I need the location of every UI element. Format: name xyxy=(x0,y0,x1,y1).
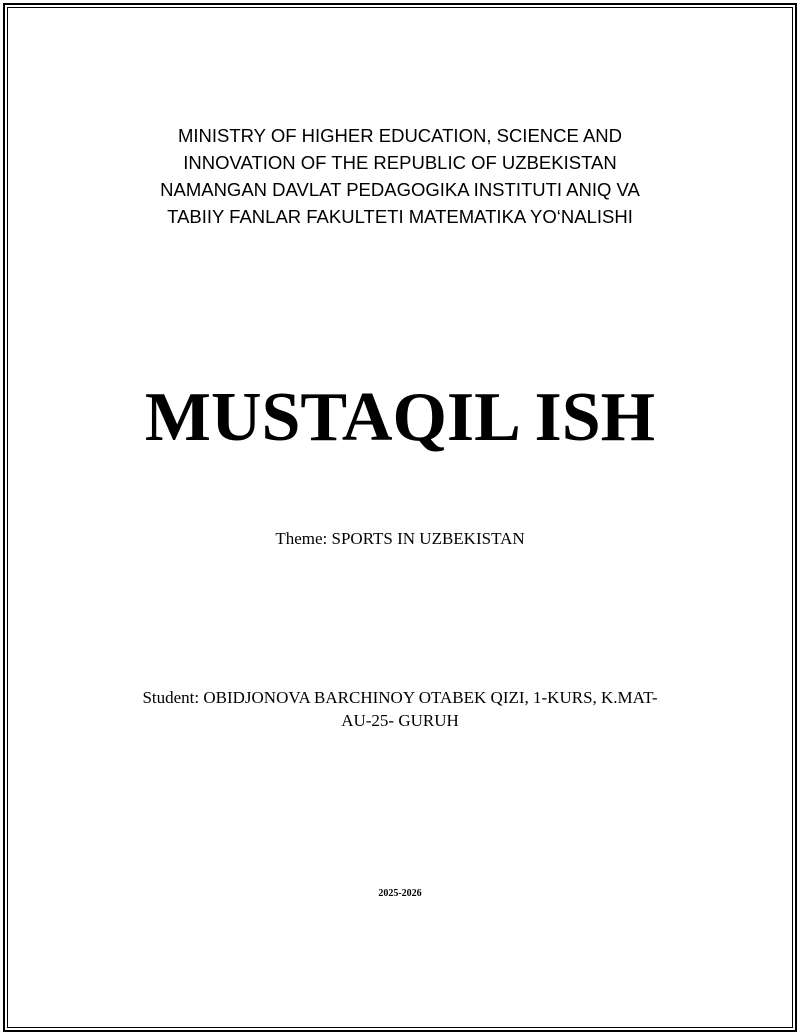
document-title: MUSTAQIL ISH xyxy=(144,379,656,456)
header-line-1: MINISTRY OF HIGHER EDUCATION, SCIENCE AND xyxy=(177,125,623,146)
student-info xyxy=(0,686,800,732)
header-line-2: INNOVATION OF THE REPUBLIC OF UZBEKISTAN xyxy=(183,152,617,173)
academic-year: 2025-2026 xyxy=(378,888,422,899)
header-line-3: NAMANGAN DAVLAT PEDAGOGIKA INSTITUTI ANIQ VA xyxy=(160,179,640,200)
institution-header xyxy=(0,122,800,230)
header-line-4: TABIIY FANLAR FAKULTETI MATEMATIKA YO‘NALISHI xyxy=(167,206,633,227)
student-line-2: AU-25- GURUH xyxy=(341,711,459,730)
student-line-1: Student: OBIDJONOVA BARCHINOY OTABEK QIZI, 1-KURS, K.MAT- xyxy=(142,688,658,707)
theme-line: Theme: SPORTS IN UZBEKISTAN xyxy=(275,529,525,548)
